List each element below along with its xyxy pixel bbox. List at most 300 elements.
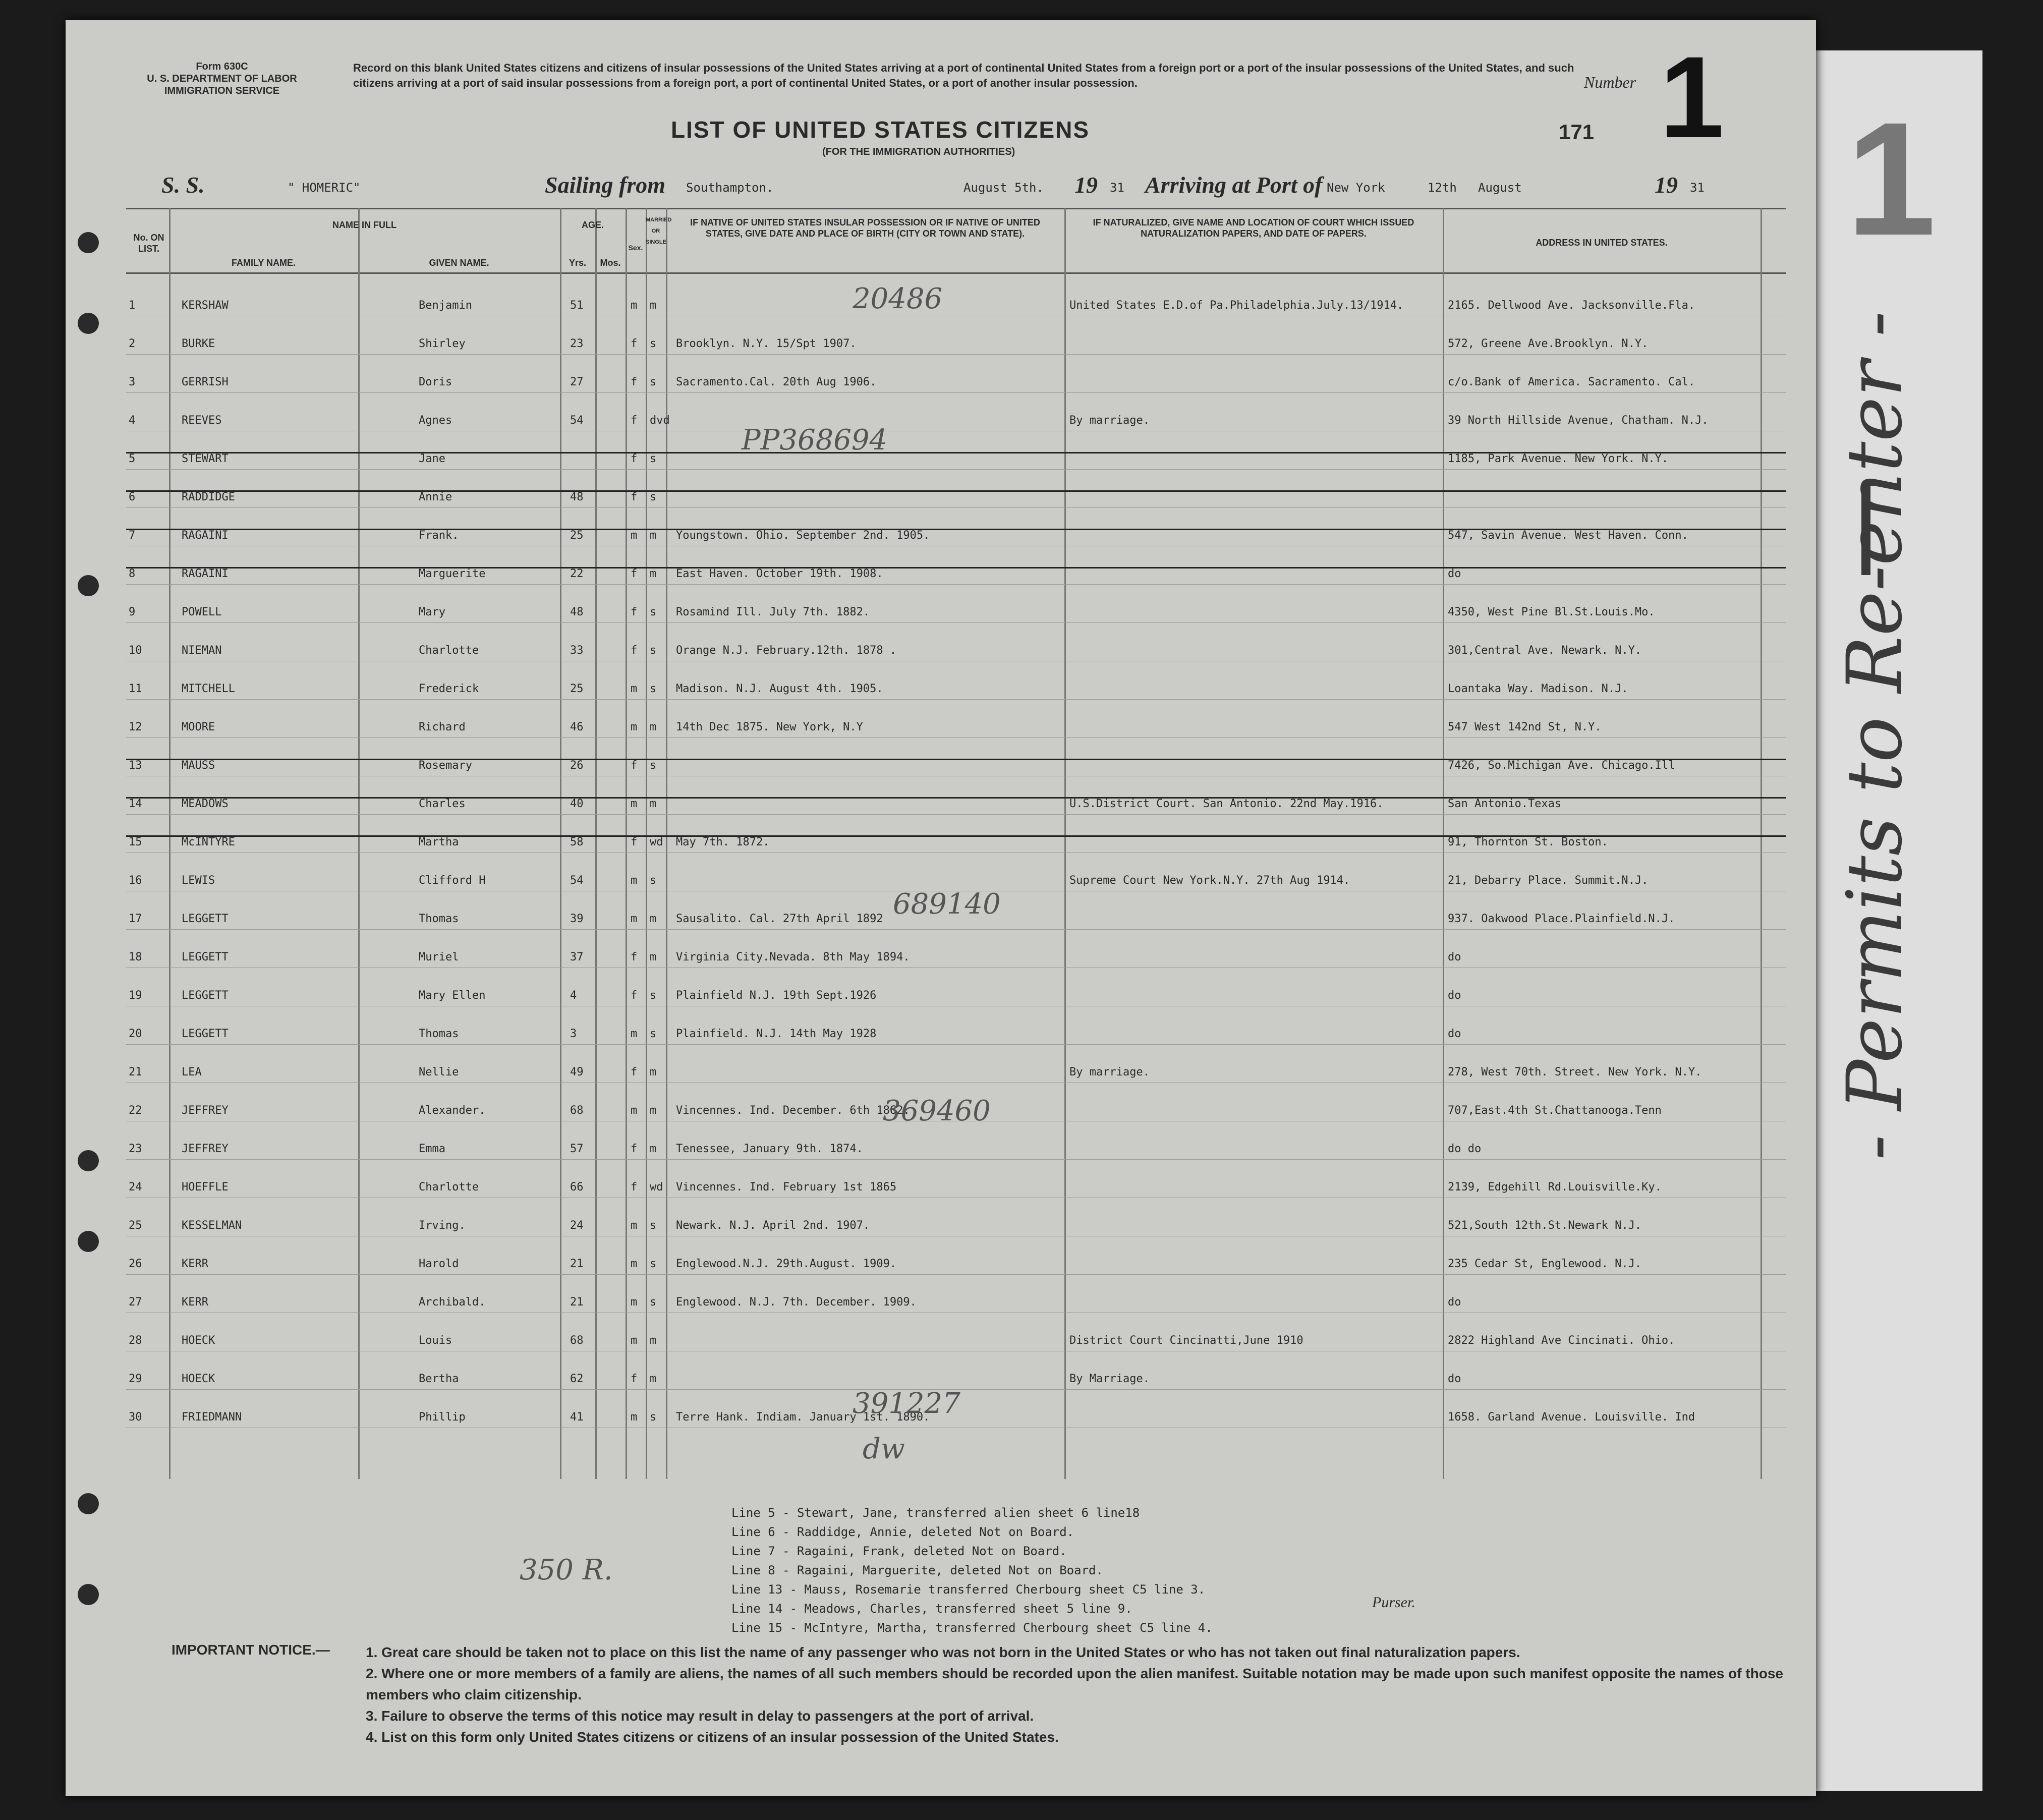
address: do	[1448, 1296, 1461, 1309]
given-name: Irving.	[419, 1219, 466, 1232]
sex: m	[631, 874, 638, 887]
birth-info: Terre Hank. Indiam. January 1st. 1890.	[676, 1411, 930, 1424]
sex: m	[631, 721, 638, 733]
sex: f	[631, 644, 638, 657]
handwritten-number: 20486	[853, 282, 943, 315]
address: San Antonio.Texas	[1448, 798, 1562, 810]
address: 278, West 70th. Street. New York. N.Y.	[1448, 1066, 1702, 1078]
naturalization: District Court Cincinatti,June 1910	[1069, 1334, 1303, 1347]
address: Loantaka Way. Madison. N.J.	[1448, 682, 1628, 695]
family-name: KERSHAW	[182, 299, 229, 312]
notice-item: 1. Great care should be taken not to place on this list the name of any passenger who was not born in the United States or who has not taken out final naturalization papers.	[366, 1644, 1520, 1660]
table-row	[126, 392, 1786, 431]
row-no: 15	[129, 836, 142, 848]
family-name: HOECK	[182, 1334, 215, 1347]
notice-item: 4. List on this form only United States citizens or citizens of an insular possession of the United States.	[366, 1729, 1059, 1745]
address: 2165. Dellwood Ave. Jacksonville.Fla.	[1448, 299, 1695, 312]
punch-hole	[78, 1584, 99, 1605]
sex: m	[631, 1296, 638, 1309]
family-name: POWELL	[182, 606, 222, 618]
birth-info: Plainfield. N.J. 14th May 1928	[676, 1028, 877, 1040]
family-name: MEADOWS	[182, 798, 229, 810]
sex: m	[631, 299, 638, 312]
table-row	[126, 277, 1786, 316]
row-no: 19	[129, 989, 142, 1002]
table-row	[126, 1351, 1786, 1390]
sex: f	[631, 951, 638, 963]
punch-hole	[78, 1150, 99, 1171]
year-prefix-2: 19	[1655, 172, 1678, 198]
address: 547, Savin Avenue. West Haven. Conn.	[1448, 529, 1688, 542]
family-name: FRIEDMANN	[182, 1411, 242, 1424]
from-port: Southampton.	[686, 181, 774, 195]
table-row	[126, 929, 1786, 968]
row-no: 2	[129, 337, 136, 350]
row-no: 6	[129, 491, 136, 503]
given-name: Frank.	[419, 529, 459, 542]
header-given: GIVEN NAME.	[429, 258, 489, 268]
given-name: Richard	[419, 721, 466, 733]
row-no: 5	[129, 452, 136, 465]
address: do do	[1448, 1143, 1482, 1155]
naturalization: By Marriage.	[1069, 1373, 1150, 1385]
table-row	[126, 968, 1786, 1006]
sex: m	[631, 1411, 638, 1424]
age: 21	[570, 1296, 584, 1309]
address: 1658. Garland Avenue. Louisville. Ind	[1448, 1411, 1695, 1424]
birth-info: Tenessee, January 9th. 1874.	[676, 1143, 863, 1155]
ship-name: " HOMERIC"	[288, 181, 361, 195]
marital-status: dvd	[650, 414, 670, 427]
sex: f	[631, 452, 638, 465]
marital-status: s	[650, 491, 657, 503]
marital-status: m	[650, 567, 657, 580]
year-prefix: 19	[1074, 172, 1098, 198]
age: 21	[570, 1258, 584, 1270]
family-name: KESSELMAN	[182, 1219, 242, 1232]
row-no: 18	[129, 951, 142, 963]
given-name: Mary	[419, 606, 445, 618]
birth-info: Orange N.J. February.12th. 1878 .	[676, 644, 897, 657]
given-name: Thomas	[419, 913, 459, 925]
age: 48	[570, 491, 584, 503]
header-birth: IF NATIVE OF UNITED STATES INSULAR POSSESSION OR IF NATIVE OF UNITED STATES, GIVE DATE AND PLACE OF BIRTH (CITY OR TOWN AND STATE).	[690, 217, 1040, 239]
given-name: Charlotte	[419, 1181, 479, 1193]
marital-status: s	[650, 874, 657, 887]
row-no: 23	[129, 1143, 142, 1155]
family-name: HOECK	[182, 1373, 215, 1385]
marital-status: s	[650, 1028, 657, 1040]
address: 91, Thornton St. Boston.	[1448, 836, 1608, 848]
sail-year: 31	[1110, 181, 1124, 195]
age: 51	[570, 299, 584, 312]
punch-hole	[78, 232, 99, 253]
sex: f	[631, 491, 638, 503]
sex: f	[631, 836, 638, 848]
given-name: Clifford H	[419, 874, 486, 887]
table-top-rule	[126, 208, 1786, 209]
age: 54	[570, 414, 584, 427]
birth-info: Plainfield N.J. 19th Sept.1926	[676, 989, 877, 1002]
marital-status: m	[650, 299, 657, 312]
birth-info: Sausalito. Cal. 27th April 1892	[676, 913, 883, 925]
notice-list	[366, 1642, 1844, 1748]
given-name: Martha	[419, 836, 459, 848]
age: 3	[570, 1028, 577, 1040]
family-name: RAGAINI	[182, 529, 229, 542]
address: 1185, Park Avenue. New York. N.Y.	[1448, 452, 1669, 465]
given-name: Alexander.	[419, 1104, 486, 1117]
birth-info: Vincennes. Ind. December. 6th 1862.	[676, 1104, 910, 1117]
table-row	[126, 814, 1786, 853]
punch-hole	[78, 575, 99, 596]
naturalization: By marriage.	[1069, 414, 1150, 427]
given-name: Louis	[419, 1334, 452, 1347]
table-row	[126, 469, 1786, 508]
marital-status: m	[650, 1334, 657, 1347]
notice-heading: IMPORTANT NOTICE.—	[172, 1642, 330, 1658]
marital-status: m	[650, 1373, 657, 1385]
given-name: Thomas	[419, 1028, 459, 1040]
row-no: 16	[129, 874, 142, 887]
family-name: LEWIS	[182, 874, 215, 887]
sex: m	[631, 798, 638, 810]
sex: m	[631, 1104, 638, 1117]
address: do	[1448, 951, 1461, 963]
row-no: 4	[129, 414, 136, 427]
marital-status: s	[650, 989, 657, 1002]
given-name: Frederick	[419, 682, 479, 695]
family-name: McINTYRE	[182, 836, 235, 848]
birth-info: Rosamind Ill. July 7th. 1882.	[676, 606, 870, 618]
family-name: LEGGETT	[182, 989, 229, 1002]
table-row	[126, 1159, 1786, 1198]
handwritten-note: 350 R.	[520, 1554, 613, 1586]
sex: m	[631, 682, 638, 695]
marital-status: m	[650, 913, 657, 925]
number-label: Number	[1584, 73, 1636, 91]
age: 46	[570, 721, 584, 733]
table-row	[126, 776, 1786, 815]
family-name: KERR	[182, 1296, 208, 1309]
notice-item: 3. Failure to observe the terms of this notice may result in delay to passengers at the port of arrival.	[366, 1708, 1034, 1724]
birth-info: May 7th. 1872.	[676, 836, 770, 848]
age: 37	[570, 951, 584, 963]
age: 41	[570, 1411, 584, 1424]
sex: f	[631, 606, 638, 618]
purser-label: Purser.	[1372, 1594, 1415, 1611]
sex: f	[631, 414, 638, 427]
marital-status: s	[650, 337, 657, 350]
birth-info: Englewood. N.J. 7th. December. 1909.	[676, 1296, 917, 1309]
given-name: Benjamin	[419, 299, 472, 312]
sex: m	[631, 913, 638, 925]
family-name: JEFFREY	[182, 1104, 229, 1117]
sex: f	[631, 1373, 638, 1385]
table-row	[126, 1236, 1786, 1275]
table-row	[126, 852, 1786, 891]
row-no: 13	[129, 759, 142, 772]
table-row	[126, 737, 1786, 776]
handwritten-initials: dw	[863, 1433, 905, 1465]
row-no: 22	[129, 1104, 142, 1117]
given-name: Jane	[419, 452, 445, 465]
row-no: 28	[129, 1334, 142, 1347]
family-name: LEGGETT	[182, 913, 229, 925]
address: do	[1448, 989, 1461, 1002]
age: 22	[570, 567, 584, 580]
marital-status: wd	[650, 1181, 663, 1193]
family-name: MITCHELL	[182, 682, 235, 695]
birth-info: Madison. N.J. August 4th. 1905.	[676, 682, 883, 695]
birth-info: Englewood.N.J. 29th.August. 1909.	[676, 1258, 897, 1270]
marital-status: s	[650, 1258, 657, 1270]
birth-info: Brooklyn. N.Y. 15/Spt 1907.	[676, 337, 857, 350]
address: 2139, Edgehill Rd.Louisville.Ky.	[1448, 1181, 1662, 1193]
birth-info: 14th Dec 1875. New York, N.Y	[676, 721, 863, 733]
age: 24	[570, 1219, 584, 1232]
marital-status: m	[650, 951, 657, 963]
sex: f	[631, 759, 638, 772]
marital-status: wd	[650, 836, 663, 848]
marital-status: m	[650, 1143, 657, 1155]
naturalization: By marriage.	[1069, 1066, 1150, 1078]
birth-info: East Haven. October 19th. 1908.	[676, 567, 883, 580]
page-number: 171	[1559, 120, 1595, 144]
header-married: MARRIED OR SINGLE	[646, 217, 672, 245]
table-row	[126, 1198, 1786, 1236]
birth-info: Newark. N.J. April 2nd. 1907.	[676, 1219, 870, 1232]
marital-status: m	[650, 798, 657, 810]
handwritten-number: 391227	[853, 1387, 960, 1420]
row-no: 9	[129, 606, 136, 618]
address: 572, Greene Ave.Brooklyn. N.Y.	[1448, 337, 1649, 350]
table-row	[126, 1044, 1786, 1083]
row-no: 30	[129, 1411, 142, 1424]
row-no: 24	[129, 1181, 142, 1193]
birth-info: Youngstown. Ohio. September 2nd. 1905.	[676, 529, 930, 542]
row-no: 27	[129, 1296, 142, 1309]
sex: f	[631, 1066, 638, 1078]
sex: f	[631, 567, 638, 580]
family-name: JEFFREY	[182, 1143, 229, 1155]
table-row	[126, 316, 1786, 355]
row-no: 29	[129, 1373, 142, 1385]
age: 54	[570, 874, 584, 887]
header-family: FAMILY NAME.	[231, 258, 296, 268]
table-row	[126, 1006, 1786, 1045]
row-no: 25	[129, 1219, 142, 1232]
sex: m	[631, 1219, 638, 1232]
sex: f	[631, 989, 638, 1002]
address: do	[1448, 567, 1461, 580]
row-no: 1	[129, 299, 136, 312]
address: 21, Debarry Place. Summit.N.J.	[1448, 874, 1649, 887]
age: 33	[570, 644, 584, 657]
given-name: Emma	[419, 1143, 445, 1155]
marital-status: m	[650, 721, 657, 733]
family-name: RADDIDGE	[182, 491, 235, 503]
given-name: Muriel	[419, 951, 459, 963]
side-tab	[1816, 50, 1982, 1791]
age: 57	[570, 1143, 584, 1155]
birth-info: Virginia City.Nevada. 8th May 1894.	[676, 951, 910, 963]
row-no: 10	[129, 644, 142, 657]
marital-status: m	[650, 1104, 657, 1117]
row-no: 8	[129, 567, 136, 580]
punch-hole	[78, 313, 99, 334]
table-row	[126, 354, 1786, 393]
handwritten-number: 369460	[883, 1095, 991, 1127]
sail-date: August 5th.	[963, 181, 1044, 195]
family-name: MOORE	[182, 721, 215, 733]
family-name: HOEFFLE	[182, 1181, 229, 1193]
manifest-sheet	[66, 20, 1816, 1796]
table-row	[126, 699, 1786, 738]
age: 39	[570, 913, 584, 925]
row-no: 14	[129, 798, 142, 810]
address: 707,East.4th St.Chattanooga.Tenn	[1448, 1104, 1662, 1117]
age: 40	[570, 798, 584, 810]
age: 66	[570, 1181, 584, 1193]
form-number: Form 630C	[196, 61, 248, 72]
table-row	[126, 661, 1786, 700]
address: do	[1448, 1373, 1461, 1385]
row-no: 7	[129, 529, 136, 542]
address: 235 Cedar St, Englewood. N.J.	[1448, 1258, 1642, 1270]
marital-status: m	[650, 529, 657, 542]
age: 26	[570, 759, 584, 772]
sex: m	[631, 529, 638, 542]
tab-number: 1	[1846, 88, 1936, 269]
header-age: AGE.	[581, 220, 604, 230]
address: 4350, West Pine Bl.St.Louis.Mo.	[1448, 606, 1655, 618]
naturalization: United States E.D.of Pa.Philadelphia.July.13/1914.	[1069, 299, 1404, 312]
address: c/o.Bank of America. Sacramento. Cal.	[1448, 376, 1695, 388]
sex: m	[631, 1258, 638, 1270]
given-name: Archibald.	[419, 1296, 486, 1309]
sex: f	[631, 1143, 638, 1155]
table-row	[126, 431, 1786, 470]
marital-status: s	[650, 452, 657, 465]
marital-status: s	[650, 606, 657, 618]
marital-status: s	[650, 1219, 657, 1232]
sex: f	[631, 337, 638, 350]
sex: m	[631, 1028, 638, 1040]
service: IMMIGRATION SERVICE	[164, 85, 280, 96]
family-name: RAGAINI	[182, 567, 229, 580]
family-name: BURKE	[182, 337, 215, 350]
age: 62	[570, 1373, 584, 1385]
table-row	[126, 546, 1786, 585]
family-name: KERR	[182, 1258, 208, 1270]
family-name: NIEMAN	[182, 644, 222, 657]
marital-status: s	[650, 1411, 657, 1424]
header-naturalized: IF NATURALIZED, GIVE NAME AND LOCATION OF COURT WHICH ISSUED NATURALIZATION PAPERS, AND DATE OF PAPERS.	[1093, 217, 1414, 239]
header-address: ADDRESS IN UNITED STATES.	[1536, 238, 1668, 248]
marital-status: m	[650, 1066, 657, 1078]
given-name: Charles	[419, 798, 466, 810]
family-name: LEA	[182, 1066, 202, 1078]
naturalization: U.S.District Court. San Antonio. 22nd May.1916.	[1069, 798, 1384, 810]
age: 4	[570, 989, 577, 1002]
row-no: 11	[129, 682, 142, 695]
age: 27	[570, 376, 584, 388]
header-no: No. ON LIST.	[133, 233, 164, 254]
given-name: Agnes	[419, 414, 452, 427]
given-name: Mary Ellen	[419, 989, 486, 1002]
family-name: MAUSS	[182, 759, 215, 772]
age: 25	[570, 682, 584, 695]
address: 301,Central Ave. Newark. N.Y.	[1448, 644, 1642, 657]
arrive-day: 12th	[1428, 181, 1457, 195]
given-name: Doris	[419, 376, 452, 388]
arrive-year: 31	[1690, 181, 1705, 195]
punch-hole	[78, 1231, 99, 1252]
given-name: Annie	[419, 491, 452, 503]
given-name: Marguerite	[419, 567, 486, 580]
given-name: Harold	[419, 1258, 459, 1270]
sex: f	[631, 376, 638, 388]
handwritten-number: 689140	[893, 888, 1001, 921]
arrive-month: August	[1478, 181, 1522, 195]
family-name: GERRISH	[182, 376, 229, 388]
sex: f	[631, 1181, 638, 1193]
age: 68	[570, 1334, 584, 1347]
marital-status: s	[650, 682, 657, 695]
marital-status: s	[650, 1296, 657, 1309]
marital-status: s	[650, 759, 657, 772]
given-name: Nellie	[419, 1066, 459, 1078]
age: 68	[570, 1104, 584, 1117]
marital-status: s	[650, 644, 657, 657]
given-name: Rosemary	[419, 759, 472, 772]
row-no: 3	[129, 376, 136, 388]
header-name: NAME IN FULL	[332, 220, 396, 230]
table-row	[126, 622, 1786, 661]
row-no: 17	[129, 913, 142, 925]
birth-info: Vincennes. Ind. February 1st 1865	[676, 1181, 897, 1193]
arriving-label: Arriving at Port of	[1145, 172, 1323, 198]
table-row	[126, 584, 1786, 623]
punch-hole	[78, 1493, 99, 1514]
marital-status: s	[650, 376, 657, 388]
notice-item: 2. Where one or more members of a family are aliens, the names of all such members should be recorded upon the alien manifest. Suitable notation may be made upon such manifest opposite the names of those members who claim citizenship.	[366, 1666, 1783, 1702]
age: 58	[570, 836, 584, 848]
family-name: LEGGETT	[182, 1028, 229, 1040]
sailing-label: Sailing from	[545, 172, 666, 198]
given-name: Charlotte	[419, 644, 479, 657]
row-no: 20	[129, 1028, 142, 1040]
handwritten-number: PP368694	[742, 424, 888, 457]
row-no: 12	[129, 721, 142, 733]
ss-label: S. S.	[161, 172, 205, 198]
header-mos: Mos.	[600, 258, 621, 268]
naturalization: Supreme Court New York.N.Y. 27th Aug 1914.	[1069, 874, 1350, 887]
address: 937. Oakwood Place.Plainfield.N.J.	[1448, 913, 1675, 925]
address: do	[1448, 1028, 1461, 1040]
tab-handwriting: - Permits to Re-enter -	[1831, 311, 1919, 1160]
address: 521,South 12th.St.Newark N.J.	[1448, 1219, 1642, 1232]
form-identifier	[116, 61, 328, 97]
header-yrs: Yrs.	[569, 258, 587, 268]
table-row	[126, 507, 1786, 546]
header-sex: Sex.	[628, 244, 643, 252]
birth-info: Sacramento.Cal. 20th Aug 1906.	[676, 376, 877, 388]
age: 48	[570, 606, 584, 618]
family-name: LEGGETT	[182, 951, 229, 963]
family-name: REEVES	[182, 414, 222, 427]
